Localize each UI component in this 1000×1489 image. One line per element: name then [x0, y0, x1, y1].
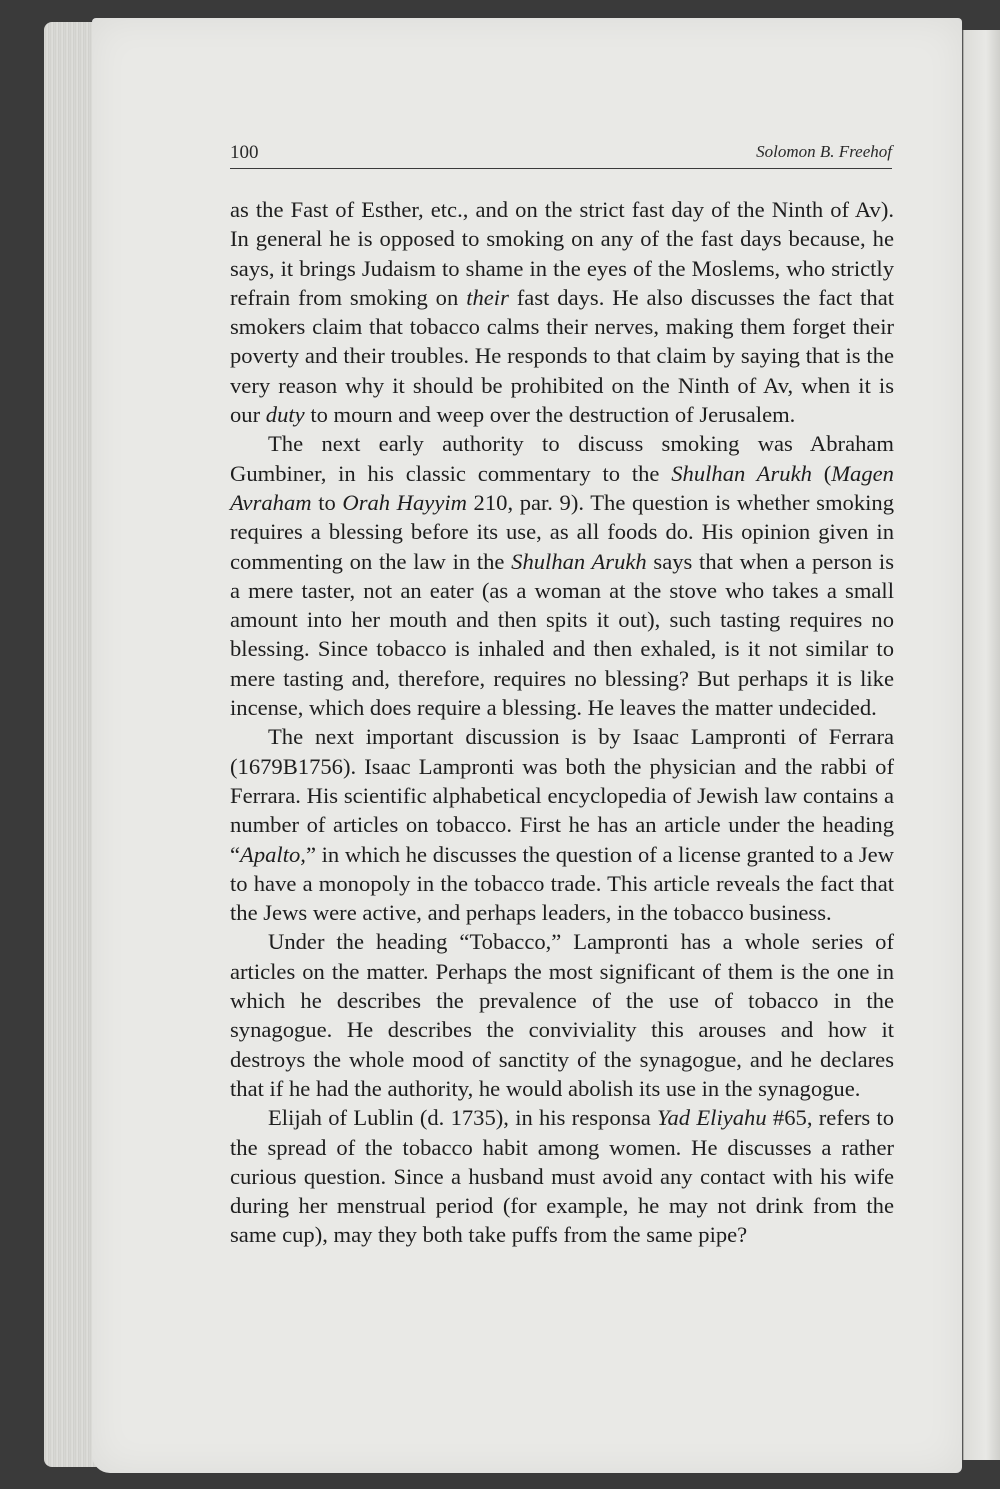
italic-text: Shulhan Arukh [671, 460, 812, 486]
text-segment: Elijah of Lublin (d. 1735), in his responsa [268, 1105, 658, 1131]
italic-text: duty [265, 402, 305, 428]
italic-text: Yad Eliyahu [657, 1105, 767, 1131]
text-segment: #65, refers to the spread of the tobacco habit among women. He discusses a rather curious question. Since a husband must avoid any contact with his wife during her menstrual period (for example, he may not drink from the same cup), may they both take puffs from the same pipe? [230, 1105, 894, 1248]
italic-text: their [466, 284, 509, 310]
italic-text: Apalto, [240, 841, 306, 867]
text-segment: The next important discussion is by Isaac Lampronti of Ferrara (1679B1756). Isaac Lampronti was both the physician and the rabbi of Ferrara. His scientific alphabetical encyclopedia of Jewish law contains a number of articles on tobacco. First he has an article under the heading “ [230, 724, 894, 867]
body-text [230, 195, 894, 1250]
text-segment: ” in which he discusses the question of a license granted to a Jew to have a monopoly in the tobacco trade. This article reveals the fact that the Jews were active, and perhaps leaders, in the tobacco business. [230, 841, 894, 926]
paragraph [230, 429, 894, 722]
running-head: Solomon B. Freehof [756, 142, 892, 161]
page-number: 100 [230, 142, 259, 163]
text-segment: ( [811, 460, 832, 486]
italic-text: Orah Hayyim [342, 489, 467, 515]
page-stack-edge-right [956, 30, 1000, 1460]
text-segment: 210, par. 9). The question is whether smoking requires a blessing before its use, as all foods do. His opinion given in commenting on the law in the [230, 489, 894, 574]
text-segment: The next early authority to discuss smoking was Abraham Gumbiner, in his classic commentary to the [230, 431, 894, 486]
paragraph [230, 1103, 894, 1249]
text-segment: fast days. He also discusses the fact that smokers claim that tobacco calms their nerves, making them forget their poverty and their troubles. He responds to that claim by saying that is the very reason why it should be prohibited on the Ninth of Av, when it is our [230, 284, 894, 428]
text-segment: to mourn and weep over the destruction of Jerusalem. [304, 402, 796, 428]
paragraph [230, 195, 894, 429]
text-segment: as the Fast of Esther, etc., and on the strict fast day of the Ninth of Av). In general he is opposed to smoking on any of the fast days because, he says, it brings Judaism to shame in the eyes of the Moslems, who strictly refrain from smoking on [230, 197, 894, 310]
paragraph [230, 722, 894, 927]
text-segment: to [311, 489, 343, 515]
text-segment: Under the heading “Tobacco,” Lampronti has a whole series of articles on the matter. Perhaps the most significant of them is the one in which he describes the prevalence of the use of tobacco in the synagogue. He describes the conviviality this arouses and how it destroys the whole mood of sanctity of the synagogue, and he declares that if he had the authority, he would abolish its use in the synagogue. [230, 929, 894, 1101]
page-header [230, 140, 892, 169]
paragraph [230, 927, 894, 1103]
italic-text: Shulhan Arukh [511, 548, 647, 574]
italic-text: Magen Avraham [230, 460, 894, 515]
text-segment: says that when a person is a mere taster, not an eater (as a woman at the stove who takes a small amount into her mouth and then spits it out), such tasting requires no blessing. Since tobacco is inhaled and then exhaled, is it not similar to mere tasting and, therefore, requires no blessing? But perhaps it is like incense, which does require a blessing. He leaves the matter undecided. [230, 548, 895, 721]
